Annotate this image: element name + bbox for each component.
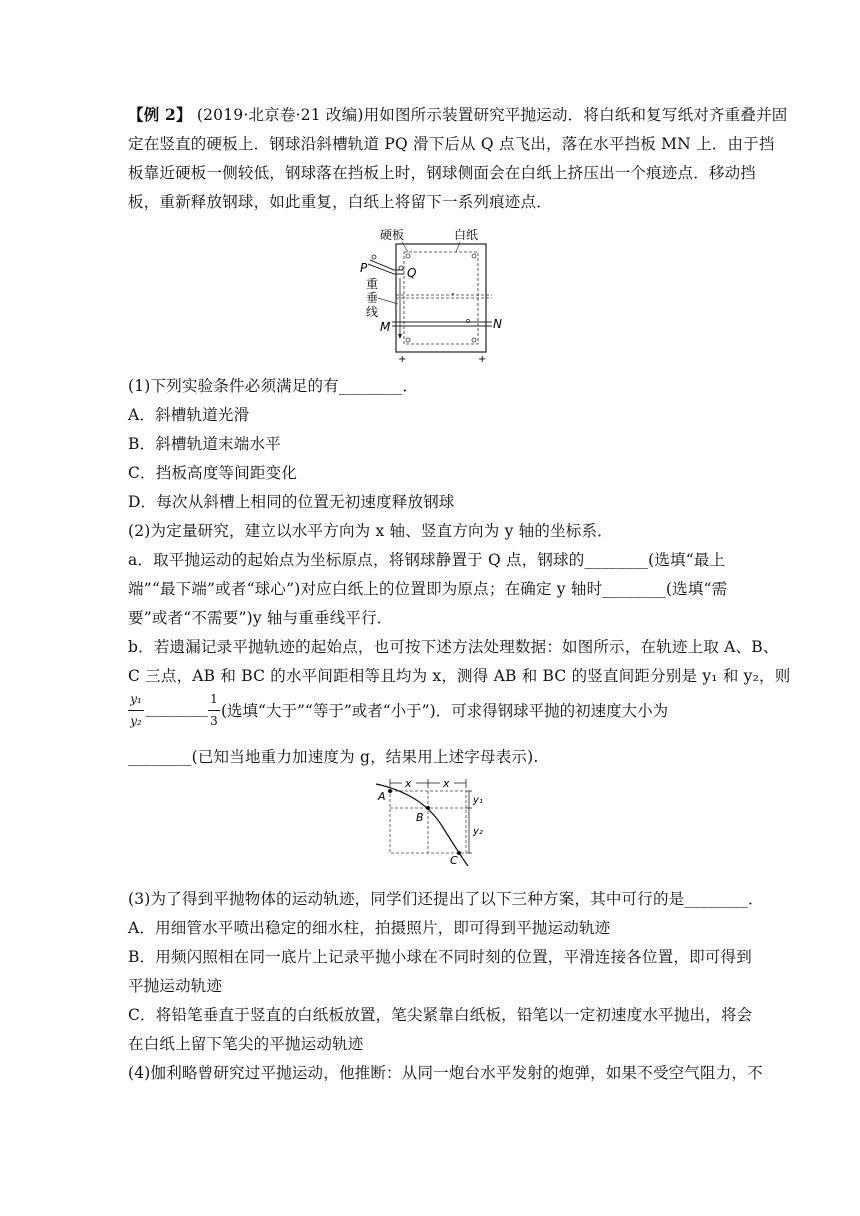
example-label: 【例 2】 bbox=[128, 105, 192, 124]
q4-line-1: (4)伽利略曾研究过平抛运动，他推断：从同一炮台水平发射的炮弹，如果不受空气阻力，不 bbox=[128, 1064, 763, 1082]
apparatus-diagram bbox=[356, 222, 506, 362]
label-paper: 白纸 bbox=[454, 228, 479, 242]
q2-stem: (2)为定量研究，建立以水平方向为 x 轴、竖直方向为 y 轴的坐标系． bbox=[128, 522, 613, 540]
svg-text:+: + bbox=[398, 354, 407, 362]
q2-b-line-3: (选填“大于”“等于”或者“小于”)．可求得钢球平抛的初速度大小为 bbox=[221, 702, 669, 720]
q3-option-b-line-2: 平抛运动轨迹 bbox=[128, 977, 223, 995]
q2-a-line-3: 要”或者“不需要”)y 轴与重垂线平行． bbox=[128, 609, 393, 627]
example-line-2: 定在竖直的硬板上．钢球沿斜槽轨道 PQ 滑下后从 Q 点飞出，落在水平挡板 MN 上．由于挡 bbox=[128, 135, 775, 153]
q3-option-c-line-1: C．将铅笔垂直于竖直的白纸板放置，笔尖紧靠白纸板，铅笔以一定初速度水平抛出，将会 bbox=[128, 1006, 753, 1024]
label-plumb-1: 重 bbox=[366, 277, 379, 291]
label-y1: y₁ bbox=[473, 795, 483, 806]
apparatus-figure bbox=[356, 222, 506, 362]
q3-stem: (3)为了得到平抛物体的运动轨迹，同学们还提出了以下三种方案，其中可行的是________． bbox=[128, 890, 764, 908]
label-Q: Q bbox=[407, 266, 417, 280]
example-text-1: 用如图所示装置研究平抛运动．将白纸和复写纸对齐重叠并固 bbox=[363, 106, 788, 124]
trajectory-diagram bbox=[372, 776, 496, 868]
third-numerator: 1 bbox=[210, 692, 218, 706]
q1-option-c: C．挡板高度等间距变化 bbox=[128, 464, 298, 482]
svg-text:+: + bbox=[478, 354, 487, 362]
frac-denominator: y₂ bbox=[130, 714, 142, 728]
third-denominator: 3 bbox=[210, 714, 218, 728]
label-A: A bbox=[378, 790, 386, 803]
q2-b-line-4: ________(已知当地重力加速度为 g，结果用上述字母表示). bbox=[128, 748, 539, 766]
q3-option-c-line-2: 在白纸上留下笔尖的平抛运动轨迹 bbox=[128, 1035, 364, 1053]
q2-b-fraction-line bbox=[128, 692, 748, 736]
frac-numerator: y₁ bbox=[130, 692, 142, 706]
label-M: M bbox=[380, 320, 391, 334]
label-B: B bbox=[416, 811, 424, 824]
q1-option-b: B．斜槽轨道末端水平 bbox=[128, 435, 281, 453]
q2-b-line-1: b．若遗漏记录平抛轨迹的起始点，也可按下述方法处理数据：如图所示，在轨迹上取 A、B、 bbox=[128, 638, 779, 656]
q1-option-a: A．斜槽轨道光滑 bbox=[128, 406, 250, 424]
label-board: 硬板 bbox=[380, 228, 405, 242]
example-line-1 bbox=[128, 105, 788, 125]
label-y2: y₂ bbox=[473, 826, 483, 837]
q2-a-line-2: 端”“最下端”或者“球心”)对应白纸上的位置即为原点；在确定 y 轴时________(选填“需 bbox=[128, 580, 728, 598]
frac-blank: ________ bbox=[146, 699, 208, 717]
trajectory-figure bbox=[372, 776, 496, 868]
label-P: P bbox=[360, 261, 368, 275]
label-plumb-2: 垂 bbox=[366, 291, 379, 305]
q2-b-line-2: C 三点，AB 和 BC 的水平间距相等且均为 x，测得 AB 和 BC 的竖直间距分别是 y₁ 和 y₂，则 bbox=[128, 667, 791, 685]
label-x2: x bbox=[443, 777, 450, 790]
q3-option-b-line-1: B．用频闪照相在同一底片上记录平抛小球在不同时刻的位置，平滑连接各位置，即可得到 bbox=[128, 948, 752, 966]
q2-a-line-1: a．取平抛运动的起始点为坐标原点，将钢球静置于 Q 点，钢球的________(选填“最上 bbox=[128, 551, 726, 569]
label-x1: x bbox=[405, 777, 412, 790]
example-line-3: 板靠近硬板一侧较低，钢球落在挡板上时，钢球侧面会在白纸上挤压出一个痕迹点．移动挡 bbox=[128, 164, 757, 182]
q3-option-a: A．用细管水平喷出稳定的细水柱，拍摄照片，即可得到平抛运动轨迹 bbox=[128, 919, 611, 937]
label-plumb-3: 线 bbox=[366, 305, 379, 319]
label-C: C bbox=[450, 854, 458, 867]
example-source: (2019·北京卷·21 改编) bbox=[196, 106, 364, 124]
q1-option-d: D．每次从斜槽上相同的位置无初速度释放钢球 bbox=[128, 493, 455, 511]
q1-stem: (1)下列实验条件必须满足的有________． bbox=[128, 377, 419, 395]
example-line-4: 板，重新释放钢球，如此重复，白纸上将留下一系列痕迹点． bbox=[128, 193, 552, 211]
label-N: N bbox=[493, 317, 502, 331]
